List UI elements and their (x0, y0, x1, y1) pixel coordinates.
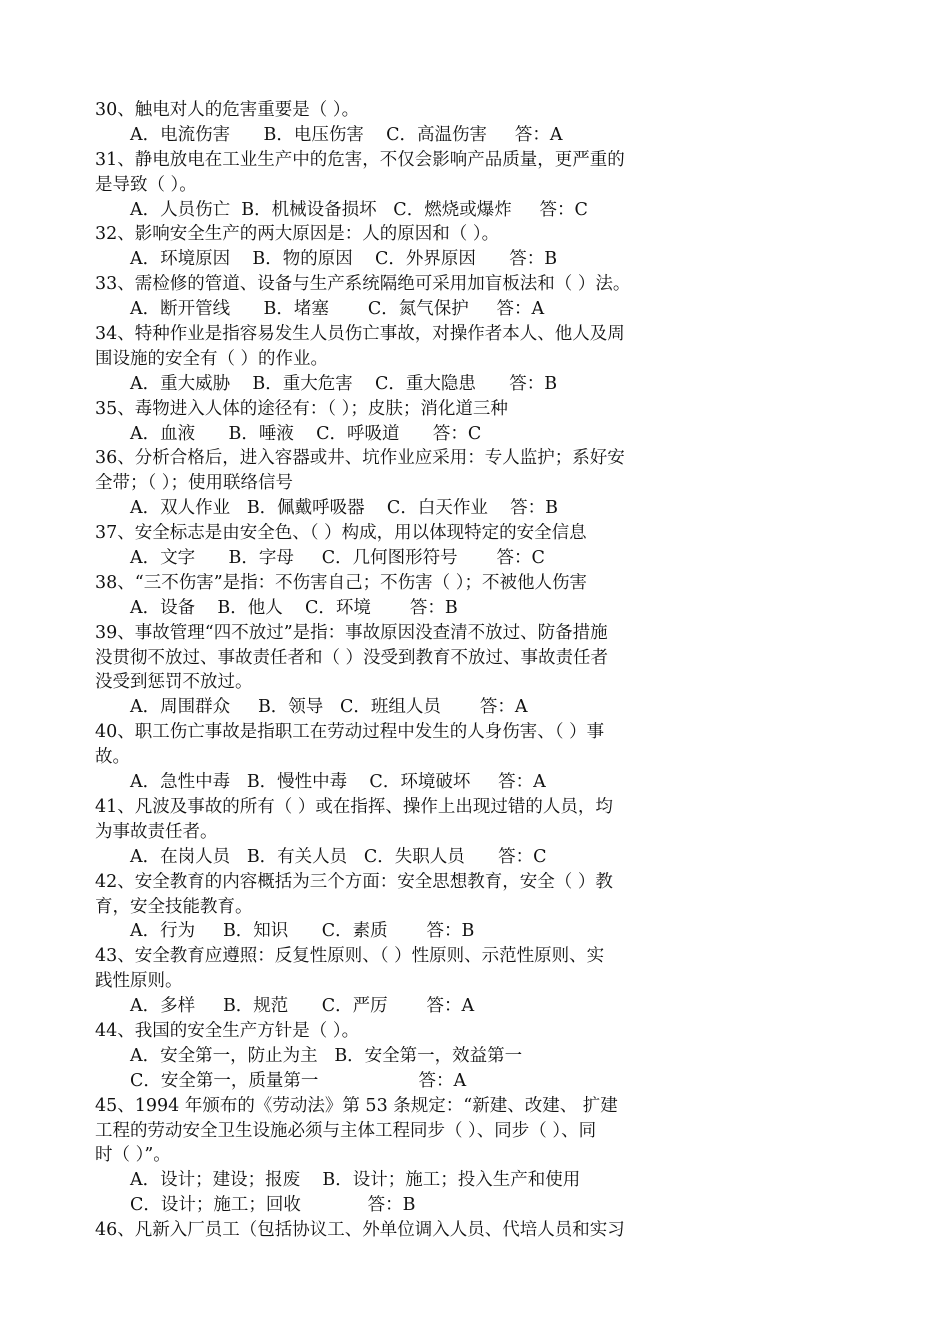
question-text-line: 33、需检修的管道、设备与生产系统隔绝可采用加盲板法和（ ）法。 (95, 274, 631, 295)
question-text-line: 没受到惩罚不放过。 (95, 672, 253, 693)
question-text-line: 育，安全技能教育。 (95, 896, 253, 917)
question-text-line: 工程的劳动安全卫生设施必须与主体工程同步（ ）、同步（ ）、同 (95, 1120, 597, 1141)
answer-options-line: A．重大威胁 B．重大危害 C．重大隐患 答：B (130, 373, 558, 394)
answer-options-line: A．断开管线 B．堵塞 C．氮气保护 答：A (130, 299, 545, 320)
question-text-line: 37、安全标志是由安全色、（ ）构成，用以体现特定的安全信息 (95, 523, 587, 544)
question-text-line: 30、触电对人的危害重要是（ ）。 (95, 100, 360, 120)
answer-options-line: A．血液 B．唾液 C．呼吸道 答：C (130, 423, 482, 444)
question-text-line: 35、毒物进入人体的途径有：（ ）；皮肤；消化道三种 (95, 398, 508, 419)
answer-options-line: C．安全第一，质量第一 答：A (130, 1070, 467, 1091)
answer-options-line: A．电流伤害 B．电压伤害 C．高温伤害 答：A (130, 124, 563, 145)
answer-options-line: A．双人作业 B．佩戴呼吸器 C．白天作业 答：B (130, 498, 558, 519)
answer-options-line: A．安全第一，防止为主 B．安全第一，效益第一 (130, 1045, 523, 1066)
question-text-line: 41、凡波及事故的所有（ ）或在指挥、操作上出现过错的人员，均 (95, 796, 613, 817)
question-text-line: 为事故责任者。 (95, 821, 218, 842)
question-text-line: 没贯彻不放过、事故责任者和（ ）没受到教育不放过、事故责任者 (95, 647, 609, 668)
question-text-line: 围设施的安全有（ ）的作业。 (95, 348, 329, 369)
question-text-line: 是导致（ ）。 (95, 174, 197, 195)
answer-options-line: A．人员伤亡 B．机械设备损坏 C．燃烧或爆炸 答：C (130, 199, 588, 220)
question-text-line: 42、安全教育的内容概括为三个方面：安全思想教育，安全（ ）教 (95, 871, 613, 892)
question-text-line: 全带；（ ）；使用联络信号 (95, 473, 294, 494)
answer-options-line: C．设计；施工；回收 答：B (130, 1195, 416, 1216)
answer-options-line: A．多样 B．规范 C．严厉 答：A (130, 996, 475, 1017)
question-text-line: 31、静电放电在工业生产中的危害，不仅会影响产品质量，更严重的 (95, 149, 625, 170)
answer-options-line: A．周围群众 B．领导 C．班组人员 答：A (130, 697, 528, 718)
question-text-line: 43、安全教育应遵照：反复性原则、（ ）性原则、示范性原则、实 (95, 946, 605, 967)
question-text-line: 时（ ）”。 (95, 1145, 171, 1166)
question-text-line: 践性原则。 (95, 971, 183, 992)
question-text-line: 34、特种作业是指容易发生人员伤亡事故，对操作者本人、他人及周 (95, 324, 625, 345)
question-text-line: 46、凡新入厂员工（包括协议工、外单位调入人员、代培人员和实习 (95, 1220, 625, 1241)
answer-options-line: A．行为 B．知识 C．素质 答：B (130, 921, 475, 942)
question-text-line: 32、影响安全生产的两大原因是：人的原因和（ ）。 (95, 224, 500, 245)
answer-options-line: A．设计；建设；报废 B．设计；施工；投入生产和使用 (130, 1170, 581, 1191)
answer-options-line: A．文字 B．字母 C．几何图形符号 答：C (130, 548, 545, 569)
answer-options-line: A．急性中毒 B．慢性中毒 C．环境破坏 答：A (130, 772, 546, 793)
answer-options-line: A．在岗人员 B．有关人员 C．失职人员 答：C (130, 846, 547, 867)
answer-options-line: A．环境原因 B．物的原因 C．外界原因 答：B (130, 249, 558, 270)
question-text-line: 44、我国的安全生产方针是（ ）。 (95, 1020, 360, 1041)
question-text-line: 40、职工伤亡事故是指职工在劳动过程中发生的人身伤害、（ ）事 (95, 722, 605, 743)
question-text-line: 36、分析合格后，进入容器或井、坑作业应采用：专人监护；系好安 (95, 448, 625, 469)
document-body (95, 98, 695, 1243)
question-text-line: 39、事故管理“四不放过”是指：事故原因没查清不放过、防备措施 (95, 622, 608, 643)
question-text-line: 45、1994 年颁布的《劳动法》第 53 条规定：“新建、改建、 扩建 (95, 1095, 618, 1116)
question-text-line: 故。 (95, 747, 130, 768)
question-text-line: 38、“三不伤害”是指：不伤害自己；不伤害（ ）；不被他人伤害 (95, 572, 587, 593)
answer-options-line: A．设备 B．他人 C．环境 答：B (130, 597, 458, 618)
